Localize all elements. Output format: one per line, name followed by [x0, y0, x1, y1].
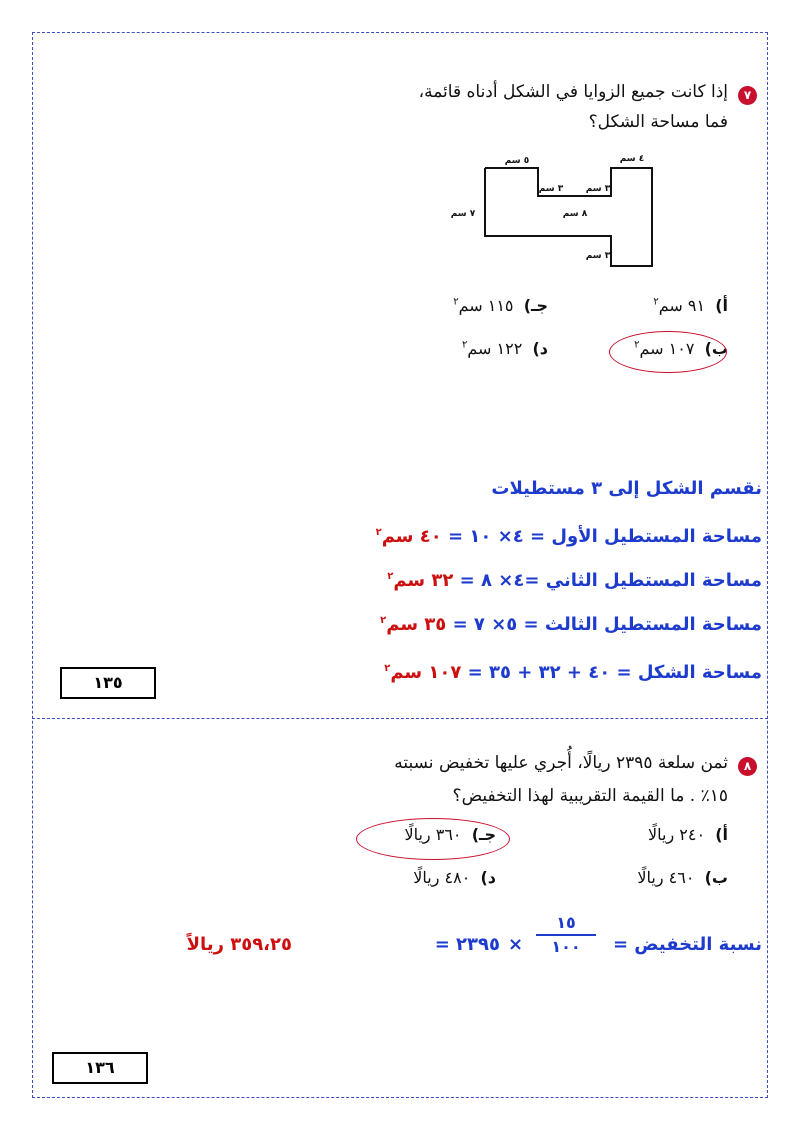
solution-8-label: نسبة التخفيض =: [612, 934, 762, 955]
option-b-q8-letter: ب): [704, 868, 728, 887]
option-b-letter: ب): [704, 339, 728, 358]
option-c-letter: جـ): [523, 296, 548, 315]
solution-7-line-5: [384, 662, 762, 683]
solution-7-line-2-sup: ٢: [375, 527, 382, 538]
solution-7-line-4-result: ٣٥ سم: [386, 614, 447, 635]
option-d: [462, 339, 548, 358]
question-8-line-1: ثمن سلعة ٢٣٩٥ ريالًا، أُجري عليها تخفيض نسبته: [394, 753, 728, 773]
option-a-letter: أ): [715, 296, 728, 315]
question-7-badge: ٧: [738, 86, 757, 105]
solution-7-line-3: [387, 570, 762, 591]
question-8-line-2: ١٥٪ . ما القيمة التقريبية لهذا التخفيض؟: [452, 786, 728, 806]
option-b-q8: [637, 868, 728, 887]
option-d-text: ١٢٢ سم: [467, 339, 523, 358]
label-step-left: ٣ سم: [538, 184, 564, 194]
option-d-sup: ٢: [462, 339, 468, 351]
option-a-sup: ٢: [653, 296, 659, 308]
solution-7-line-4-sup: ٢: [380, 615, 387, 626]
solution-7-line-4-label: مساحة المستطيل الثالث = ٥× ٧ =: [452, 614, 762, 635]
section-divider: [32, 718, 768, 719]
option-c-q8-text: ٣٦٠ ريالًا: [404, 825, 462, 844]
fraction: [536, 912, 596, 958]
solution-7-line-2: [376, 526, 762, 547]
option-a-q8-text: ٢٤٠ ريالًا: [647, 825, 706, 844]
times-sign: ×: [508, 934, 524, 955]
option-d-q8-text: ٤٨٠ ريالًا: [413, 868, 471, 887]
option-c-text: ١١٥ سم: [458, 296, 514, 315]
label-left-side: ٧ سم: [450, 209, 476, 219]
option-a-text: ٩١ سم: [658, 296, 706, 315]
option-a-q8-letter: أ): [715, 825, 728, 844]
option-a: [653, 296, 728, 315]
label-bottom-right: ٣ سم: [585, 251, 611, 261]
fraction-denominator: ١٠٠: [551, 937, 581, 956]
page-number-box-135: [60, 667, 156, 699]
page-number-136: ١٣٦: [85, 1058, 115, 1077]
question-7-line-2: فما مساحة الشكل؟: [588, 112, 728, 132]
solution-7-line-2-label: مساحة المستطيل الأول = ٤× ١٠ =: [448, 526, 762, 547]
solution-7-line-4: [380, 614, 762, 635]
option-b-q8-text: ٤٦٠ ريالًا: [637, 868, 695, 887]
solution-7-line-5-result: ١٠٧ سم: [390, 662, 462, 683]
question-8-badge: ٨: [738, 757, 757, 776]
answer-circle-q8: [356, 818, 510, 860]
label-top-right: ٤ سم: [619, 154, 645, 164]
option-d-letter: د): [532, 339, 548, 358]
answer-circle-q7: [609, 331, 727, 373]
option-a-q8: [648, 825, 728, 844]
label-middle: ٨ سم: [562, 209, 588, 219]
question-7-line-1: إذا كانت جميع الزوايا في الشكل أدناه قائمة،: [418, 82, 728, 102]
option-d-q8: [413, 868, 496, 887]
solution-7-line-2-result: ٤٠ سم: [381, 526, 442, 547]
page-number-135: ١٣٥: [93, 673, 123, 692]
option-d-q8-letter: د): [480, 868, 496, 887]
option-b-sup: ٢: [634, 339, 640, 351]
option-b-text: ١٠٧ سم: [639, 339, 695, 358]
solution-7-line-3-result: ٣٢ سم: [393, 570, 454, 591]
solution-8-rest: ٢٣٩٥ =: [434, 934, 500, 955]
option-c-q8-letter: جـ): [471, 825, 496, 844]
option-c-sup: ٢: [453, 296, 459, 308]
solution-8-result: ٣٥٩،٢٥ ريالاً: [186, 934, 292, 955]
page-number-box-136: [52, 1052, 148, 1084]
solution-7-line-5-sup: ٢: [384, 663, 391, 674]
fraction-numerator: ١٥: [556, 913, 576, 932]
solution-7-line-5-label: مساحة الشكل = ٤٠ + ٣٢ + ٣٥ =: [467, 662, 762, 683]
label-step-right: ٣ سم: [585, 184, 611, 194]
label-top-left: ٥ سم: [504, 156, 530, 166]
rectilinear-figure: [440, 145, 670, 275]
solution-7-line-3-sup: ٢: [387, 571, 394, 582]
option-c: [453, 296, 548, 315]
solution-7-line-3-label: مساحة المستطيل الثاني =٤× ٨ =: [459, 570, 762, 591]
solution-7-line-1: نقسم الشكل إلى ٣ مستطيلات: [491, 478, 762, 499]
